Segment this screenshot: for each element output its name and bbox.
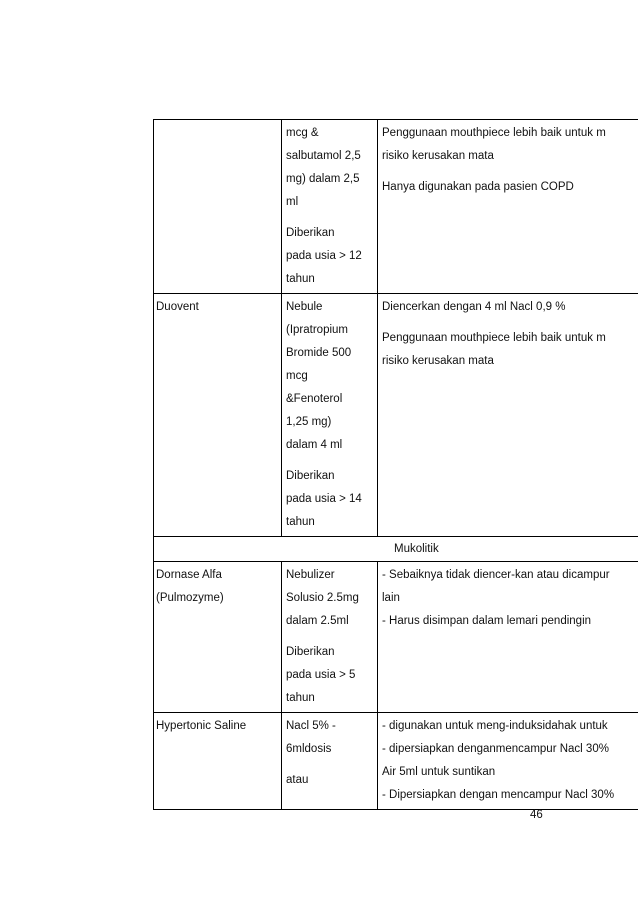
cell-line: Nacl 5% - xyxy=(286,720,336,732)
cell-line: pada usia > 12 xyxy=(286,250,362,262)
cell-line: 1,25 mg) xyxy=(286,416,332,428)
notes-cell xyxy=(378,713,638,810)
drug-table-wrapper xyxy=(153,119,638,810)
cell-line: Diencerkan dengan 4 ml Nacl 0,9 % xyxy=(382,301,566,313)
cell-line: Nebule xyxy=(286,301,323,313)
cell-line: risiko kerusakan mata xyxy=(382,150,494,162)
dosage-form-cell xyxy=(282,120,378,294)
drug-table xyxy=(153,119,638,810)
cell-line: atau xyxy=(286,774,309,786)
table-row xyxy=(154,562,638,713)
cell-line: lain xyxy=(382,592,400,604)
line-gap xyxy=(382,319,638,327)
cell-line: mcg & xyxy=(286,127,319,139)
cell-line: dalam 4 ml xyxy=(286,439,343,451)
notes-cell xyxy=(378,294,638,537)
dosage-form-cell xyxy=(282,294,378,537)
cell-line: - digunakan untuk meng-induksidahak untuk xyxy=(382,720,608,732)
page-number: 46 xyxy=(530,809,543,821)
notes-cell xyxy=(378,120,638,294)
cell-line: Penggunaan mouthpiece lebih baik untuk m xyxy=(382,127,606,139)
line-gap xyxy=(286,457,373,465)
line-gap xyxy=(382,168,638,176)
drug-table-body xyxy=(154,120,638,810)
cell-line: pada usia > 5 xyxy=(286,669,356,681)
cell-line: Nebulizer xyxy=(286,569,335,581)
cell-line: Solusio 2.5mg xyxy=(286,592,359,604)
drug-name-cell xyxy=(154,294,282,537)
cell-line: - Dipersiapkan dengan mencampur Nacl 30% xyxy=(382,789,615,801)
line-gap xyxy=(286,761,373,769)
line-gap xyxy=(286,633,373,641)
dosage-form-cell xyxy=(282,562,378,713)
cell-line: - Harus disimpan dalam lemari pendingin xyxy=(382,615,592,627)
drug-name-cell xyxy=(154,120,282,294)
cell-line: 6mldosis xyxy=(286,743,332,755)
cell-line: Diberikan xyxy=(286,227,335,239)
table-row xyxy=(154,294,638,537)
cell-line: Duovent xyxy=(156,301,199,313)
table-row xyxy=(154,120,638,294)
notes-cell xyxy=(378,562,638,713)
cell-line: Diberikan xyxy=(286,646,335,658)
cell-line: Penggunaan mouthpiece lebih baik untuk m xyxy=(382,332,606,344)
section-heading: Mukolitik xyxy=(154,537,638,562)
cell-line: Diberikan xyxy=(286,470,335,482)
drug-name-cell xyxy=(154,562,282,713)
cell-line: mg) dalam 2,5 xyxy=(286,173,360,185)
cell-line: &Fenoterol xyxy=(286,393,343,405)
drug-name-cell xyxy=(154,713,282,810)
cell-line: tahun xyxy=(286,516,315,528)
cell-line: dalam 2.5ml xyxy=(286,615,349,627)
line-gap xyxy=(286,214,373,222)
cell-line: (Pulmozyme) xyxy=(156,592,224,604)
cell-line: Hypertonic Saline xyxy=(156,720,247,732)
table-row xyxy=(154,713,638,810)
cell-line: salbutamol 2,5 xyxy=(286,150,361,162)
cell-line: pada usia > 14 xyxy=(286,493,362,505)
cell-line: Bromide 500 xyxy=(286,347,352,359)
cell-line: - dipersiapkan denganmencampur Nacl 30% xyxy=(382,743,609,755)
cell-line: Dornase Alfa xyxy=(156,569,222,581)
cell-line: Air 5ml untuk suntikan xyxy=(382,766,496,778)
cell-line: ml xyxy=(286,196,299,208)
cell-line: mcg xyxy=(286,370,308,382)
cell-line: (Ipratropium xyxy=(286,324,348,336)
section-row xyxy=(154,537,638,562)
cell-line: risiko kerusakan mata xyxy=(382,355,494,367)
cell-line: Hanya digunakan pada pasien COPD xyxy=(382,181,574,193)
cell-line: tahun xyxy=(286,273,315,285)
dosage-form-cell xyxy=(282,713,378,810)
cell-line: tahun xyxy=(286,692,315,704)
cell-line: - Sebaiknya tidak diencer-kan atau dicampur xyxy=(382,569,610,581)
